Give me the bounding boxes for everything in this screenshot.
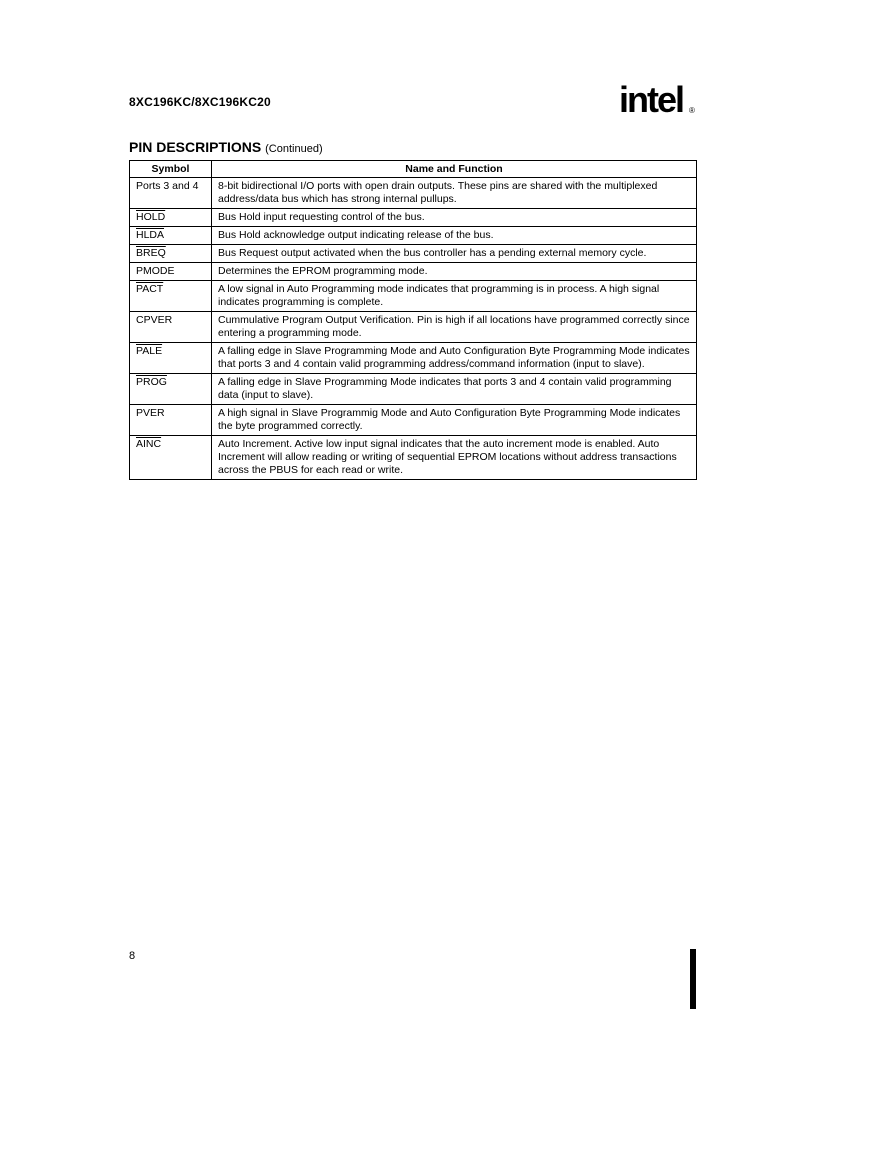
pin-function: A falling edge in Slave Programming Mode indicates that ports 3 and 4 contain valid programming data (input to slave). [212, 374, 697, 405]
table-row [130, 312, 697, 343]
pin-symbol: HOLD [136, 211, 166, 223]
pin-symbol: PROG [136, 376, 167, 388]
table-row [130, 227, 697, 245]
pin-symbol-cell [130, 209, 212, 227]
table-row [130, 245, 697, 263]
intel-logo-text: intel [619, 79, 684, 120]
table-row [130, 209, 697, 227]
section-continued-label: (Continued) [265, 143, 323, 155]
pin-symbol: HLDA [136, 229, 165, 241]
pin-symbol-cell [130, 405, 212, 436]
table-row [130, 281, 697, 312]
pin-function: Determines the EPROM programming mode. [212, 263, 697, 281]
table-row [130, 343, 697, 374]
pin-symbol-cell [130, 178, 212, 209]
table-row [130, 405, 697, 436]
table-row [130, 263, 697, 281]
pin-function: Auto Increment. Active low input signal indicates that the auto increment mode is enabled. Auto Increment will allow reading or writing of sequential EPROM locations without address transactions across the PBUS for each read or write. [212, 436, 697, 480]
pin-function: Bus Request output activated when the bus controller has a pending external memory cycle. [212, 245, 697, 263]
pin-function: Bus Hold acknowledge output indicating release of the bus. [212, 227, 697, 245]
pin-symbol-cell [130, 227, 212, 245]
pin-descriptions-table [129, 160, 697, 480]
column-header-symbol: Symbol [130, 161, 212, 178]
pin-function: 8-bit bidirectional I/O ports with open drain outputs. These pins are shared with the multiplexed address/data bus which has strong internal pullups. [212, 178, 697, 209]
table-row [130, 178, 697, 209]
registered-mark: ® [689, 106, 695, 115]
pin-symbol: AINC [136, 438, 162, 450]
pin-symbol: BREQ [136, 247, 166, 259]
pin-symbol-cell [130, 281, 212, 312]
table-row [130, 436, 697, 480]
pin-symbol: CPVER [136, 314, 173, 326]
pin-symbol: Ports 3 and 4 [136, 180, 199, 192]
intel-logo [619, 80, 699, 128]
column-header-function: Name and Function [212, 161, 697, 178]
pin-function: A falling edge in Slave Programming Mode and Auto Configuration Byte Programming Mode indicates that ports 3 and 4 contain valid programming address/command information (input to slave). [212, 343, 697, 374]
pin-symbol: PALE [136, 345, 163, 357]
pin-symbol-cell [130, 263, 212, 281]
pin-symbol-cell [130, 245, 212, 263]
pin-symbol-cell [130, 343, 212, 374]
pin-symbol: PACT [136, 283, 164, 295]
section-title [129, 139, 323, 155]
pin-symbol-cell [130, 436, 212, 480]
part-number-header: 8XC196KC/8XC196KC20 [129, 95, 271, 109]
section-title-text: PIN DESCRIPTIONS [129, 139, 262, 155]
pin-symbol-cell [130, 312, 212, 343]
pin-function: Bus Hold input requesting control of the bus. [212, 209, 697, 227]
pin-symbol: PVER [136, 407, 165, 419]
pin-symbol-cell [130, 374, 212, 405]
margin-change-bar [690, 949, 696, 1009]
table-row [130, 374, 697, 405]
pin-function: A low signal in Auto Programming mode indicates that programming is in process. A high signal indicates programming is complete. [212, 281, 697, 312]
pin-function: Cummulative Program Output Verification. Pin is high if all locations have programmed correctly since entering a programming mode. [212, 312, 697, 343]
table-header-row [130, 161, 697, 178]
pin-symbol: PMODE [136, 265, 175, 277]
page-number: 8 [129, 950, 136, 962]
pin-function: A high signal in Slave Programmig Mode and Auto Configuration Byte Programming Mode indicates the byte programmed correctly. [212, 405, 697, 436]
table-body [130, 178, 697, 480]
